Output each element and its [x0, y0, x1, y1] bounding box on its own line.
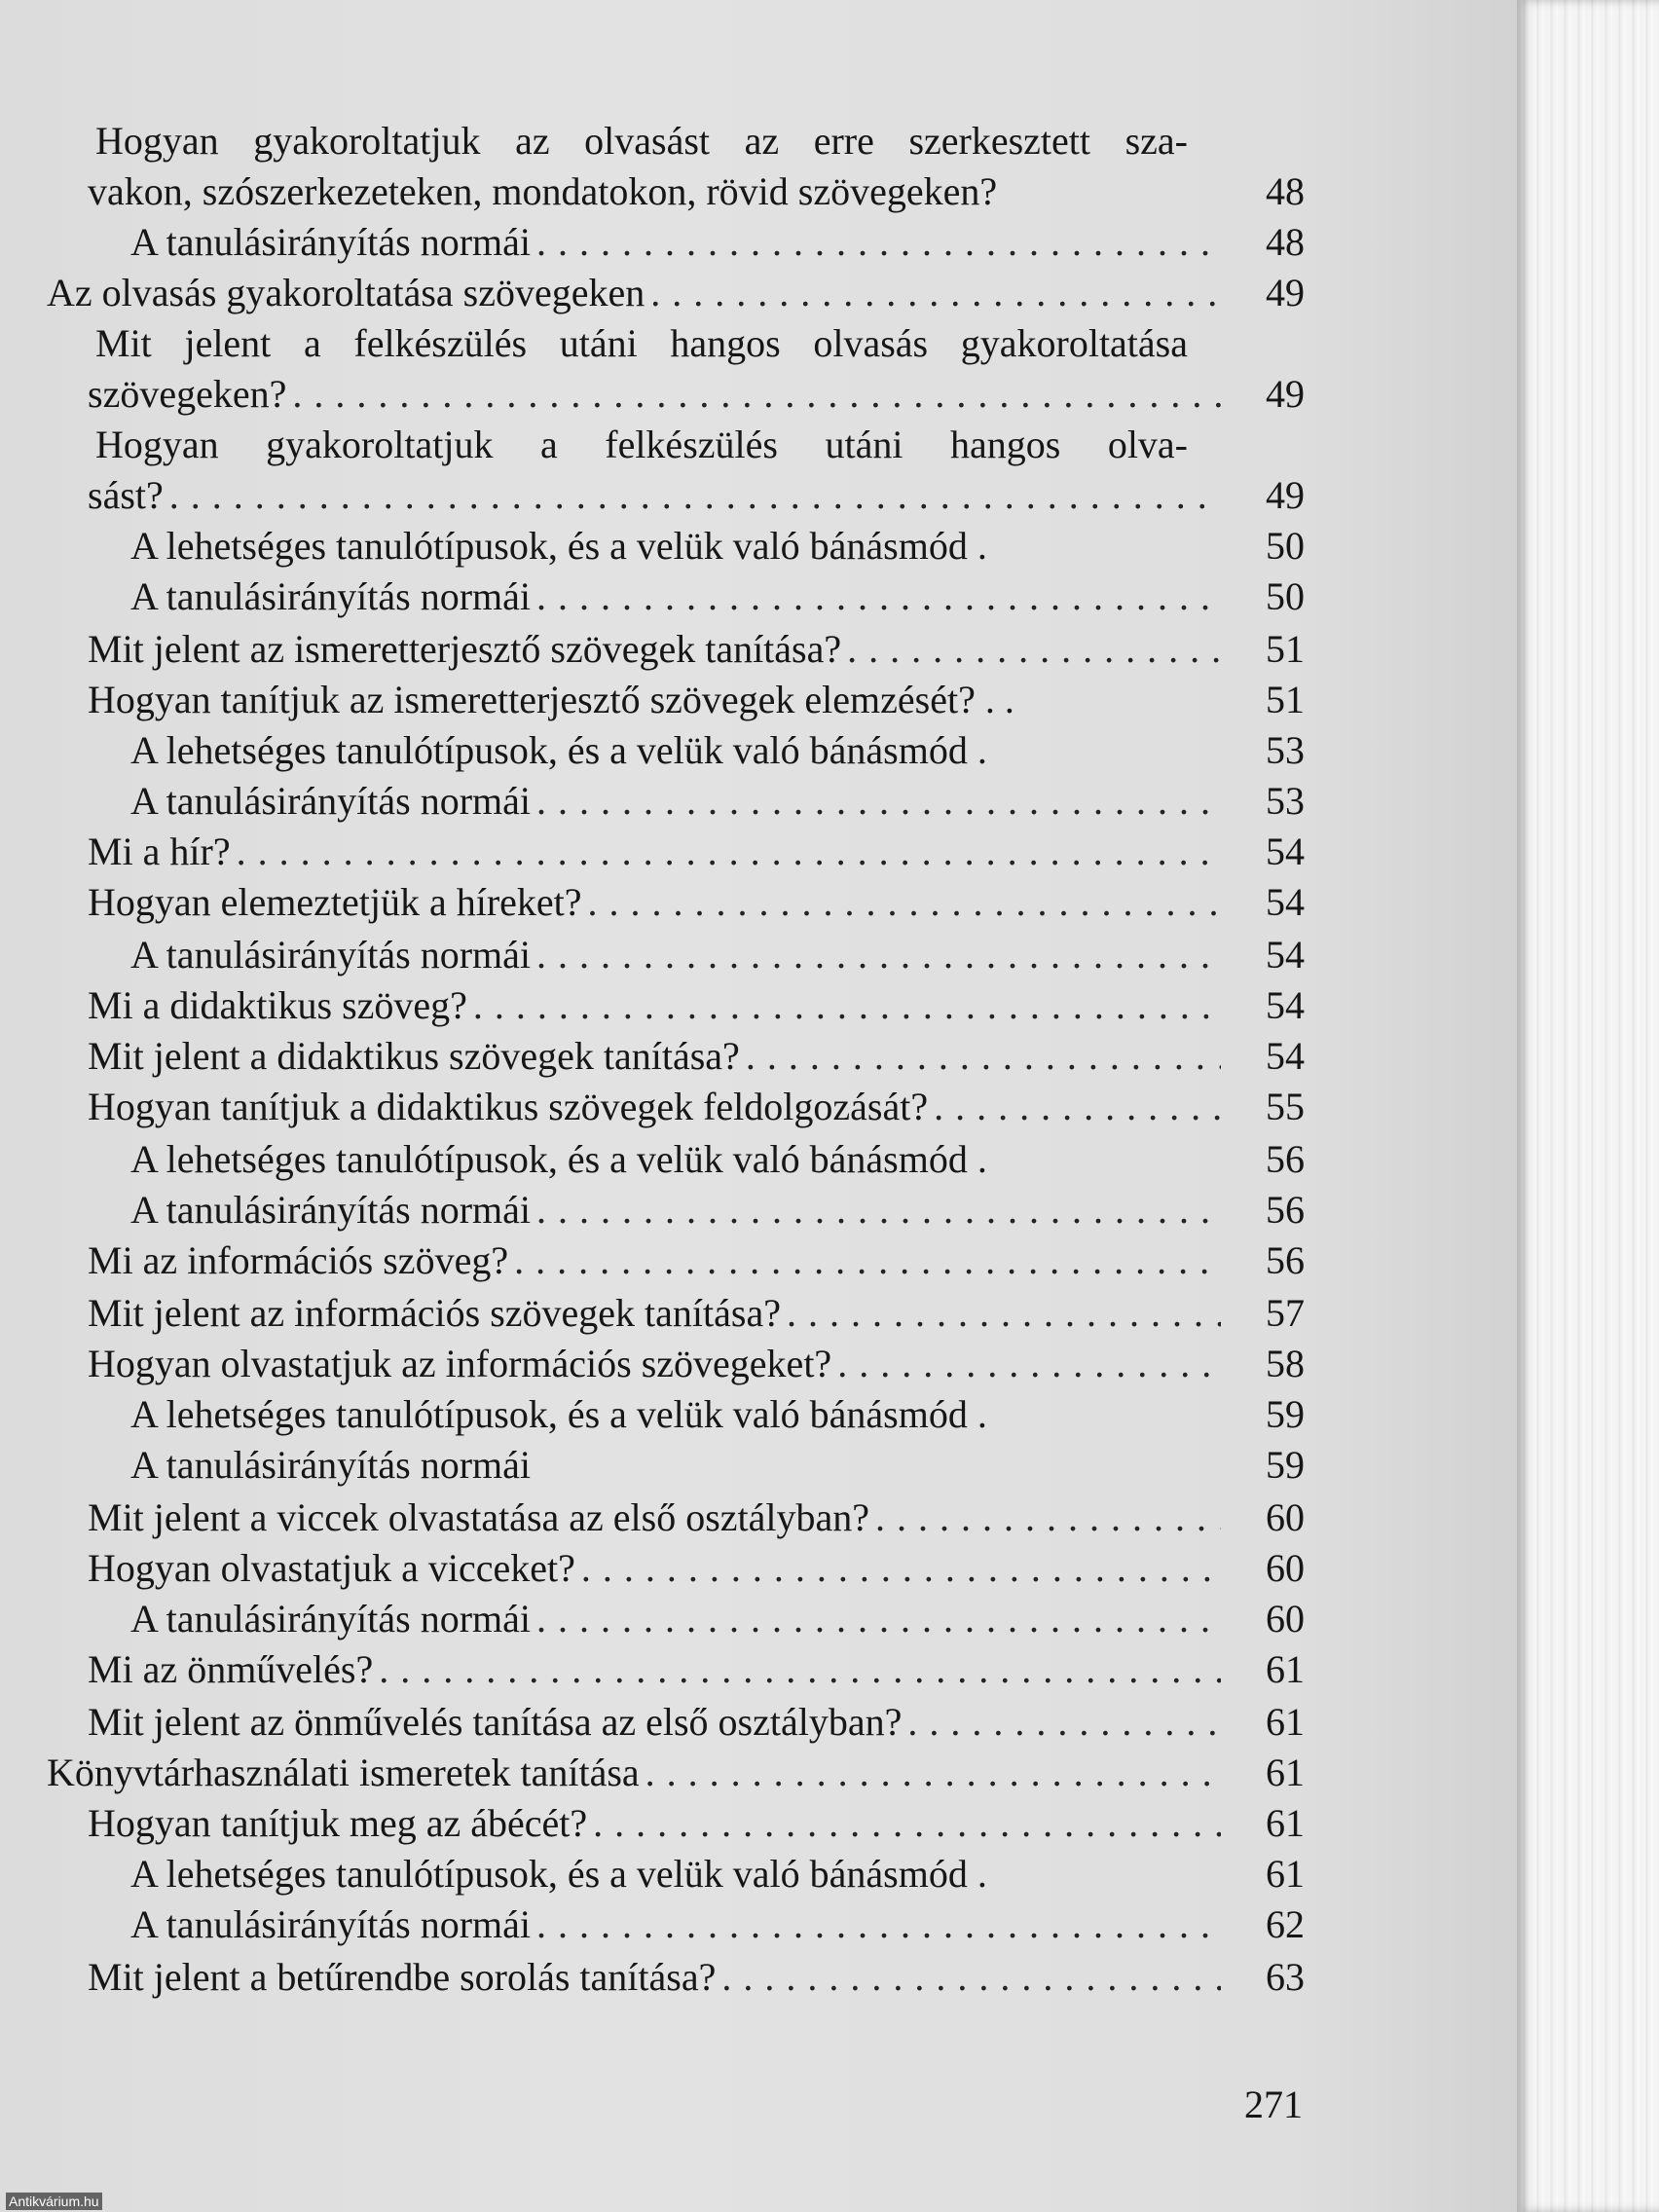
- dot-leader: [588, 877, 1221, 928]
- toc-entry-page: 49: [1266, 372, 1305, 416]
- toc-entry-page: 61: [1266, 1751, 1305, 1794]
- toc-entry-page: 61: [1266, 1852, 1305, 1896]
- dot-leader: [847, 624, 1221, 675]
- toc-entry-page: 61: [1266, 1647, 1305, 1691]
- toc-entry-page: 56: [1266, 1137, 1305, 1181]
- dot-leader: [721, 1952, 1221, 2003]
- toc-entry-page: 59: [1266, 1443, 1305, 1487]
- toc-entry-page: 54: [1266, 983, 1305, 1027]
- toc-entry-page: 50: [1266, 574, 1305, 618]
- dot-leader: [875, 1493, 1221, 1543]
- toc-entry-page: 54: [1266, 1034, 1305, 1078]
- toc-entry-page: 57: [1266, 1291, 1305, 1335]
- toc-entry-title: A lehetséges tanulótípusok, és a velük való bánásmód .: [130, 728, 987, 772]
- toc-entry-page: 53: [1266, 779, 1305, 823]
- toc-entry-title: szövegeken?: [88, 372, 287, 416]
- toc-entry-page: 63: [1266, 1955, 1305, 1999]
- toc-entry-title: Mit jelent a betűrendbe sorolás tanítása?: [88, 1955, 717, 1999]
- toc-entry-page: 61: [1266, 1700, 1305, 1744]
- toc-entry-title: Hogyan tanítjuk a didaktikus szövegek feldolgozását?: [88, 1085, 929, 1128]
- toc-entry-page: 59: [1266, 1392, 1305, 1436]
- dot-leader: [907, 1697, 1221, 1748]
- dot-leader: [237, 827, 1221, 877]
- dot-leader: [934, 1082, 1221, 1132]
- toc-entry-title: Mit jelent az információs szövegek tanítása?: [88, 1291, 781, 1335]
- dot-leader: [581, 1543, 1221, 1594]
- dot-leader: [645, 1748, 1221, 1798]
- toc-entry-page: 60: [1266, 1495, 1305, 1539]
- dot-leader: [650, 268, 1221, 318]
- toc-entry-page: 54: [1266, 933, 1305, 977]
- toc-entry-title: Mi a didaktikus szöveg?: [88, 983, 467, 1027]
- dot-leader: [536, 776, 1221, 827]
- dot-leader: [837, 1339, 1221, 1389]
- dot-leader: [536, 1594, 1221, 1644]
- toc-entry-title: A tanulásirányítás normái: [130, 779, 532, 823]
- toc-entry-title: A lehetséges tanulótípusok, és a velük való bánásmód .: [130, 1392, 987, 1436]
- toc-entry-page: 56: [1266, 1188, 1305, 1232]
- toc-entry-title: Mit jelent az ismeretterjesztő szövegek tanítása?: [88, 627, 842, 671]
- dot-leader: [536, 1899, 1221, 1950]
- dot-leader: [746, 1031, 1221, 1082]
- toc-entry-title: A tanulásirányítás normái: [130, 1188, 532, 1232]
- toc-entry-page: 53: [1266, 728, 1305, 772]
- dot-leader: [292, 369, 1221, 420]
- dot-leader: [536, 217, 1221, 268]
- toc-entry-page: 62: [1266, 1902, 1305, 1946]
- dot-leader: [473, 980, 1221, 1031]
- toc-entry-title: A tanulásirányítás normái: [130, 1597, 532, 1641]
- toc-entry-title: A tanulásirányítás normái: [130, 574, 532, 618]
- toc-entry-title: A lehetséges tanulótípusok, és a velük való bánásmód .: [130, 524, 987, 568]
- toc-entry-page: 48: [1266, 169, 1305, 213]
- toc-entry-page: 60: [1266, 1597, 1305, 1641]
- toc-entry-page: 49: [1266, 271, 1305, 314]
- toc-entry-title-line1: Mit jelent a felkészülés utáni hangos olvasás gyakoroltatása: [95, 321, 1188, 365]
- toc-entry-title: Mit jelent az önművelés tanítása az első osztályban?: [88, 1700, 903, 1744]
- toc-entry-page: 61: [1266, 1801, 1305, 1845]
- toc-entry-title: Hogyan tanítjuk meg az ábécét?: [88, 1801, 588, 1845]
- toc-entry-page: 49: [1266, 473, 1305, 517]
- toc-entry-title: Mi az önművelés?: [88, 1647, 374, 1691]
- toc-entry-title: Hogyan elemeztetjük a híreket?: [88, 880, 582, 924]
- toc-entry-title: Hogyan olvastatjuk a vicceket?: [88, 1546, 575, 1590]
- dot-leader: [536, 1185, 1221, 1235]
- toc-entry-title: vakon, szószerkezeteken, mondatokon, rövid szövegeken?: [88, 169, 998, 213]
- watermark: Antikvárium.hu: [6, 2193, 102, 2210]
- toc-entry-page: 56: [1266, 1238, 1305, 1282]
- dot-leader: [379, 1644, 1221, 1695]
- toc-entry-title: sást?: [88, 473, 164, 517]
- toc-entry-title: Könyvtárhasználati ismeretek tanítása: [47, 1751, 640, 1794]
- dot-leader: [514, 1235, 1221, 1286]
- toc-entry-title: A tanulásirányítás normái: [130, 220, 532, 264]
- toc-entry-page: 55: [1266, 1085, 1305, 1128]
- toc-entry-page: 54: [1266, 880, 1305, 924]
- toc-entry-title: Hogyan tanítjuk az ismeretterjesztő szövegek elemzését? . .: [88, 678, 1014, 721]
- dot-leader: [536, 930, 1221, 980]
- page-number: 271: [1244, 2083, 1303, 2126]
- toc-entry-title-line1: Hogyan gyakoroltatjuk az olvasást az erre szerkesztett sza-: [95, 119, 1188, 163]
- dot-leader: [169, 470, 1221, 521]
- dot-leader: [536, 571, 1221, 622]
- toc-entry-title-line1: Hogyan gyakoroltatjuk a felkészülés utáni hangos olva-: [95, 423, 1188, 466]
- toc-entry-title: A lehetséges tanulótípusok, és a velük való bánásmód .: [130, 1137, 987, 1181]
- toc-entry-page: 60: [1266, 1546, 1305, 1590]
- toc-entry-page: 51: [1266, 678, 1305, 721]
- toc-entry-page: 48: [1266, 220, 1305, 264]
- toc-entry-page: 51: [1266, 627, 1305, 671]
- dot-leader: [593, 1798, 1221, 1849]
- toc-entry-title: Az olvasás gyakoroltatása szövegeken: [47, 271, 645, 314]
- dot-leader: [787, 1288, 1221, 1339]
- page-stack-edge: [1517, 0, 1659, 2212]
- toc-entry-title: A tanulásirányítás normái: [130, 933, 532, 977]
- toc-entry-page: 54: [1266, 830, 1305, 873]
- toc-entry-title: A tanulásirányítás normái: [130, 1443, 532, 1487]
- toc-entry-title: Mi a hír?: [88, 830, 231, 873]
- toc-entry-title: Mi az információs szöveg?: [88, 1238, 509, 1282]
- toc-entry-page: 50: [1266, 524, 1305, 568]
- toc-entry-title: Mit jelent a viccek olvastatása az első osztályban?: [88, 1495, 870, 1539]
- toc-entry-title: A tanulásirányítás normái: [130, 1902, 532, 1946]
- toc-entry-title: A lehetséges tanulótípusok, és a velük való bánásmód .: [130, 1852, 987, 1896]
- toc-entry-title: Hogyan olvastatjuk az információs szövegeket?: [88, 1342, 832, 1385]
- toc-entry-title: Mit jelent a didaktikus szövegek tanítása?: [88, 1034, 740, 1078]
- toc-entry-page: 58: [1266, 1342, 1305, 1385]
